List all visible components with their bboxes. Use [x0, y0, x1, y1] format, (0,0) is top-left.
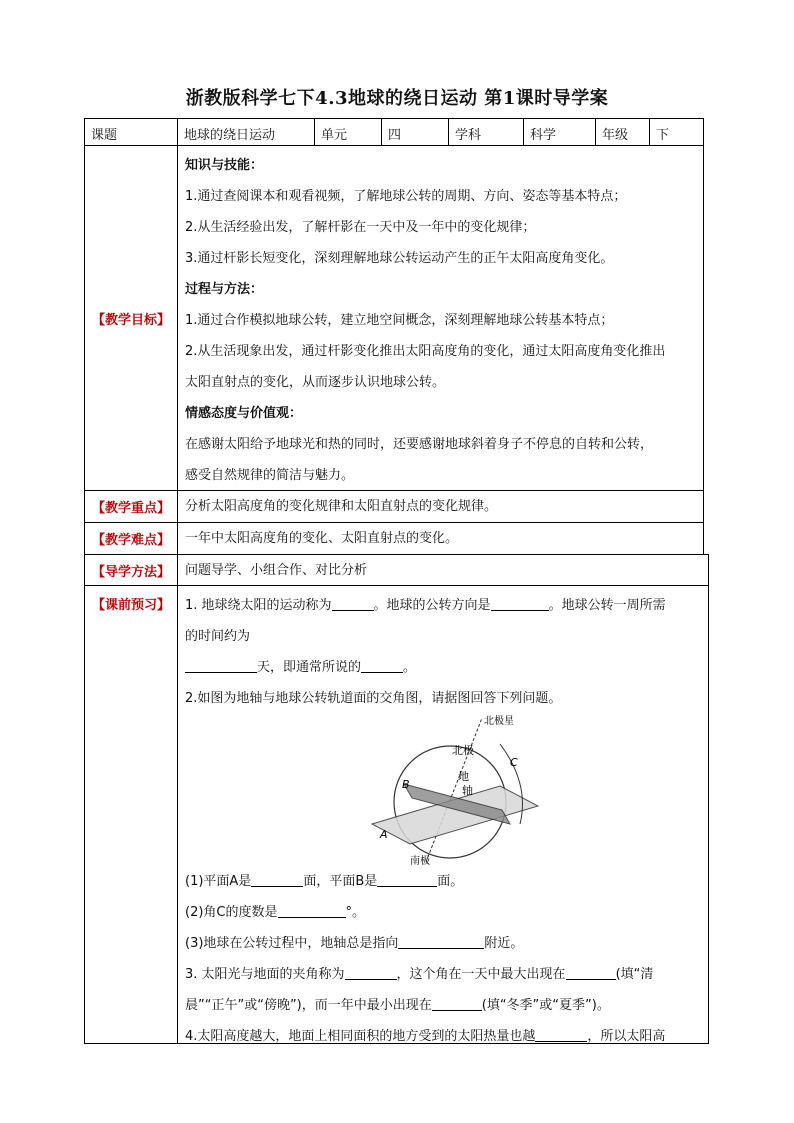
- answer-blank[interactable]: [278, 903, 346, 918]
- emotion-item: 在感谢太阳给予地球光和热的同时，还要感谢地球斜着身子不停息的自转和公转，: [185, 437, 654, 452]
- answer-blank[interactable]: [491, 596, 549, 611]
- preview-label: 【课前预习】: [91, 598, 170, 613]
- sub-question-1: (1)平面A是 面，平面B是 面。: [185, 874, 464, 889]
- question-1-cont: 的时间约为: [185, 629, 251, 644]
- label-c: C: [510, 756, 518, 769]
- subject-key: 学科: [448, 119, 523, 145]
- question-4: 4.太阳高度越大，地面上相同面积的地方受到的太阳热量也越 ，所以太阳高: [185, 1029, 666, 1044]
- answer-blank[interactable]: [361, 658, 403, 673]
- unit-key: 单元: [314, 119, 381, 145]
- plane-a: [372, 786, 538, 844]
- answer-blank[interactable]: [566, 965, 616, 980]
- label-a: A: [380, 828, 388, 841]
- question-1: 1. 地球绕太阳的运动称为 。地球的公转方向是 。地球公转一周所需: [185, 598, 666, 613]
- earth-axis: [426, 718, 482, 862]
- topic-value: 地球的绕日运动: [177, 119, 314, 145]
- earth-axis-figure: [370, 714, 540, 866]
- emotion-heading: 情感态度与价值观：: [185, 406, 303, 421]
- difficult-text: 一年中太阳高度角的变化、太阳直射点的变化。: [177, 523, 703, 554]
- knowledge-item: 3.通过杆影长短变化，深刻理解地球公转运动产生的正午太阳高度角变化。: [185, 251, 614, 266]
- key-label: 【教学重点】: [91, 501, 170, 516]
- process-item-cont: 太阳直射点的变化，从而逐步认识地球公转。: [185, 375, 446, 390]
- answer-blank[interactable]: [185, 658, 257, 673]
- goals-row: [84, 145, 704, 491]
- emotion-item-cont: 感受自然规律的简洁与魅力。: [185, 468, 355, 483]
- unit-value: 四: [381, 119, 448, 145]
- answer-blank[interactable]: [377, 872, 437, 887]
- grade-key: 年级: [595, 119, 649, 145]
- difficult-row: [84, 522, 704, 555]
- answer-blank[interactable]: [345, 965, 397, 980]
- method-label: 【导学方法】: [91, 564, 170, 580]
- knowledge-heading: 知识与技能：: [185, 158, 264, 173]
- knowledge-item: 2.从生活经验出发，了解杆影在一天中及一年中的变化规律；: [185, 220, 536, 235]
- goals-content: [177, 146, 703, 490]
- sub-question-3: (3)地球在公转过程中，地轴总是指向 附近。: [185, 936, 524, 951]
- answer-blank[interactable]: [432, 996, 482, 1011]
- south-pole-label: 南极: [410, 856, 430, 866]
- method-text: 问题导学、小组合作、对比分析: [177, 555, 708, 585]
- answer-blank[interactable]: [398, 934, 484, 949]
- grade-value: 下: [649, 119, 705, 145]
- north-star-label: 北极星: [484, 716, 514, 727]
- subject-value: 科学: [523, 119, 595, 145]
- axis-label-2: 轴: [462, 784, 473, 797]
- answer-blank[interactable]: [535, 1027, 587, 1042]
- process-item: 2.从生活现象出发，通过杆影变化推出太阳高度角的变化，通过太阳高度角变化推出: [185, 344, 666, 359]
- axis-label-1: 地: [458, 770, 469, 783]
- knowledge-item: 1.通过查阅课本和观看视频，了解地球公转的周期、方向、姿态等基本特点；: [185, 189, 627, 204]
- key-row: [84, 490, 704, 523]
- process-heading: 过程与方法：: [185, 282, 264, 297]
- method-row: [84, 554, 709, 586]
- answer-blank[interactable]: [251, 872, 303, 887]
- question-2: 2.如图为地轴与地球公转轨道面的交角图，请据图回答下列问题。: [185, 691, 562, 706]
- question-1-cont2: 天，即通常所说的 。: [185, 652, 701, 683]
- label-b: B: [402, 778, 410, 791]
- process-item: 1.通过合作模拟地球公转，建立地空间概念，深刻理解地球公转基本特点；: [185, 313, 614, 328]
- question-3-cont: 晨”“正午”或“傍晚”)，而一年中最小出现在 (填“冬季”或“夏季”)。: [185, 998, 610, 1013]
- sub-question-2: (2)角C的度数是 °。: [185, 905, 366, 920]
- difficult-label: 【教学难点】: [91, 533, 170, 548]
- north-pole-label: 北极: [452, 744, 474, 757]
- goals-label: 【教学目标】: [91, 312, 170, 328]
- header-row: [84, 118, 704, 146]
- preview-row: [84, 585, 709, 1044]
- key-text: 分析太阳高度角的变化规律和太阳直射点的变化规律。: [177, 491, 703, 522]
- topic-key: 课题: [91, 128, 118, 143]
- preview-content: [177, 586, 708, 1043]
- answer-blank[interactable]: [332, 596, 374, 611]
- page-title: 浙教版科学七下4.3地球的绕日运动 第1课时导学案: [185, 88, 609, 109]
- question-3: 3. 太阳光与地面的夹角称为 ，这个角在一天中最大出现在 (填“清: [185, 967, 654, 982]
